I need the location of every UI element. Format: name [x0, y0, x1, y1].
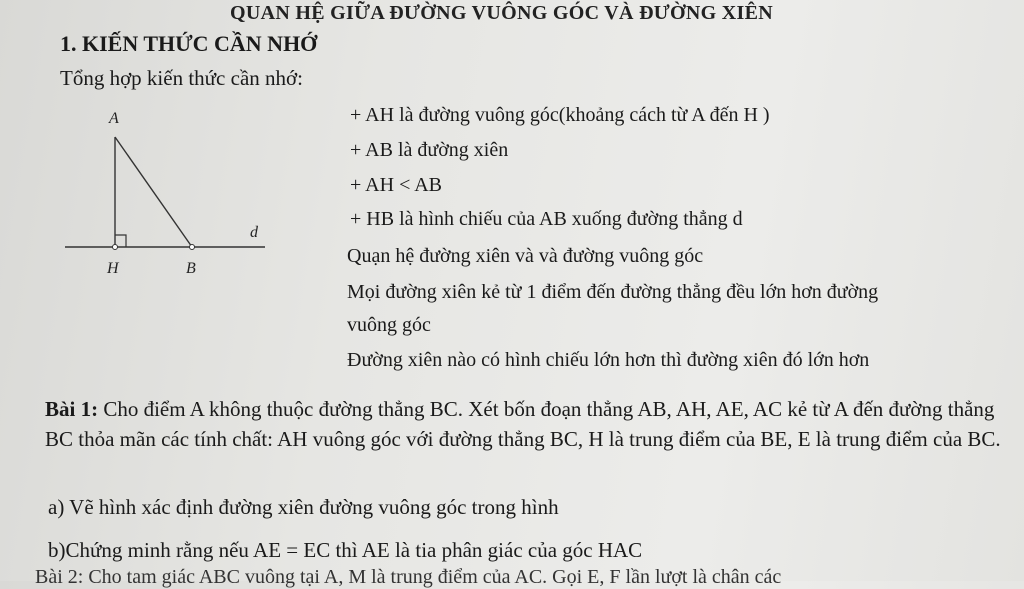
exercise-1-label: Bài 1: [45, 397, 99, 421]
label-d: d [250, 224, 258, 241]
page-title: QUAN HỆ GIỮA ĐƯỜNG VUÔNG GÓC VÀ ĐƯỜNG XIÊN [230, 2, 773, 24]
note-line-2: + AB là đường xiên [350, 139, 509, 161]
point-h [113, 245, 118, 250]
geometry-figure [60, 105, 275, 285]
note-line-4: + HB là hình chiếu của AB xuống đường thẳng d [350, 208, 743, 230]
exercise-1-text: Cho điểm A không thuộc đường thẳng BC. Xét bốn đoạn thẳng AB, AH, AE, AC kẻ từ A đến đường thẳng BC thỏa mãn các tính chất: AH vuông góc với đường thẳng BC, H là trung điểm của BE, E là trung điểm của BC. [45, 397, 1001, 451]
section-heading: 1. KIẾN THỨC CẦN NHỚ [60, 31, 318, 56]
segment-ab [115, 137, 192, 247]
note-line-1: + AH là đường vuông góc(khoảng cách từ A đến H ) [350, 104, 770, 126]
note-line-3: + AH < AB [350, 174, 443, 196]
label-h: H [107, 260, 119, 277]
note-line-8: Đường xiên nào có hình chiếu lớn hơn thì đường xiên đó lớn hơn [347, 349, 870, 371]
exercise-2-cut-text: Bài 2: Cho tam giác ABC vuông tại A, M là trung điểm của AC. Gọi E, F lần lượt là chân các [35, 566, 782, 588]
note-line-5: Quạn hệ đường xiên và và đường vuông góc [347, 245, 704, 267]
exercise-1 [45, 394, 1020, 454]
label-a: A [109, 110, 119, 127]
note-line-6: Mọi đường xiên kẻ từ 1 điểm đến đường thẳng đều lớn hơn đường [347, 281, 879, 303]
exercise-1-part-a: a) Vẽ hình xác định đường xiên đường vuông góc trong hình [48, 495, 559, 519]
point-b [190, 245, 195, 250]
label-b: B [186, 260, 196, 277]
exercise-1-part-b: b)Chứng minh rằng nếu AE = EC thì AE là tia phân giác của góc HAC [48, 538, 643, 562]
intro-text: Tổng hợp kiến thức cần nhớ: [60, 66, 303, 90]
note-line-7: vuông góc [347, 314, 431, 336]
